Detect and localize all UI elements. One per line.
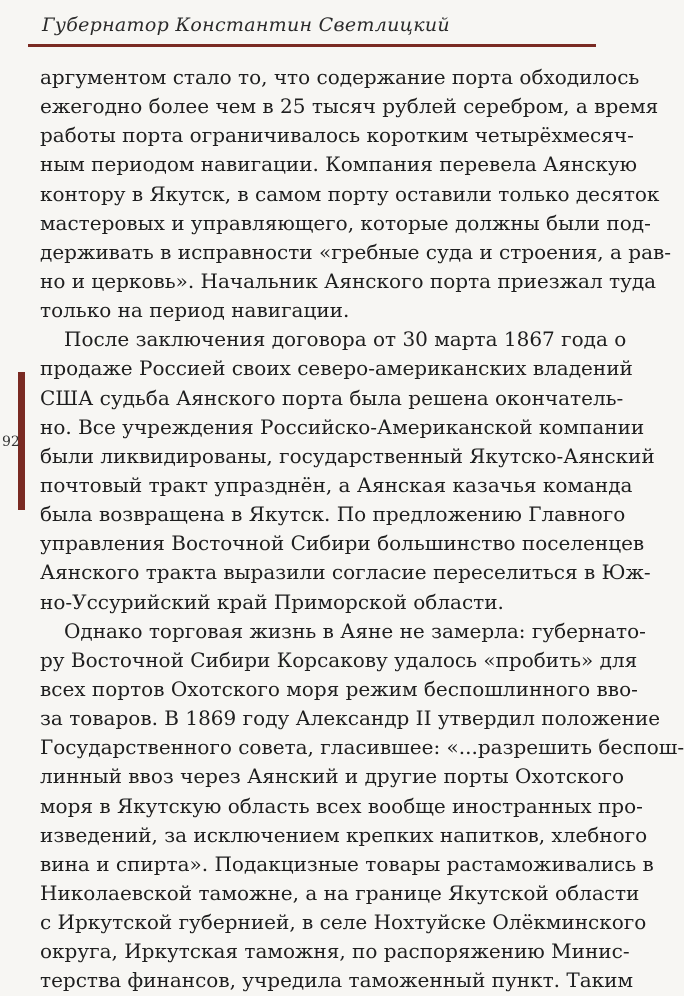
text-line: была возвращена в Якутск. По предложению Главного (40, 502, 626, 527)
running-header-title: Губернатор Константин Светлицкий (42, 14, 450, 36)
text-line: ежегодно более чем в 25 тысяч рублей серебром, а время (40, 94, 659, 119)
text-line: за товаров. В 1869 году Александр II утвердил положение (40, 706, 661, 731)
header-rule (28, 44, 596, 47)
text-line: всех портов Охотского моря режим беспошлинного вво- (40, 676, 638, 701)
body-text (40, 63, 684, 996)
text-line: терства финансов, учредила таможенный пункт. Таким (40, 968, 633, 993)
text-line: вина и спирта». Подакцизные товары растаможивались в (40, 851, 654, 876)
text-line: только на период навигации. (40, 298, 350, 323)
text-line: Государственного совета, гласившее: «...разрешить беспош- (40, 735, 684, 760)
page-number: 92 (2, 434, 20, 450)
text-line: но-Уссурийский край Приморской области. (40, 589, 504, 614)
text-line: линный ввоз через Аянский и другие порты Охотского (40, 764, 625, 789)
text-line: были ликвидированы, государственный Якутско-Аянский (40, 443, 655, 468)
text-line: США судьба Аянского порта была решена окончатель- (40, 385, 624, 410)
text-line: но. Все учреждения Российско-Американской компании (40, 414, 645, 439)
text-line: продаже Россией своих северо-американских владений (40, 356, 633, 381)
text-line: Аянского тракта выразили согласие переселиться в Юж- (40, 560, 651, 585)
text-line: ным периодом навигации. Компания перевела Аянскую (40, 152, 638, 177)
text-line: работы порта ограничивалось коротким четырёхмесяч- (40, 123, 634, 148)
text-line: держивать в исправности «гребные суда и строения, а рав- (40, 239, 672, 264)
text-line: с Иркутской губернией, в селе Нохтуйске Олёкминского (40, 910, 647, 935)
text-line: ру Восточной Сибири Корсакову удалось «пробить» для (40, 647, 638, 672)
text-line: Николаевской таможне, а на границе Якутской области (40, 880, 640, 905)
text-line: изведений, за исключением крепких напитков, хлебного (40, 822, 648, 847)
text-line: аргументом стало то, что содержание порта обходилось (40, 65, 640, 89)
text-line: контору в Якутск, в самом порту оставили только десяток (40, 181, 660, 206)
text-line: но и церковь». Начальник Аянского порта приезжал туда (40, 268, 657, 293)
text-line: почтовый тракт упразднён, а Аянская казачья команда (40, 472, 633, 497)
text-line: моря в Якутскую область всех вообще иностранных про- (40, 793, 643, 818)
text-line: После заключения договора от 30 марта 1867 года о (64, 327, 627, 352)
text-line: округа, Иркутская таможня, по распоряжению Минис- (40, 939, 630, 964)
text-line: управления Восточной Сибири большинство поселенцев (40, 531, 645, 556)
text-line: Однако торговая жизнь в Аяне не замерла: губернато- (64, 618, 646, 643)
text-line: мастеровых и управляющего, которые должны были под- (40, 210, 651, 235)
